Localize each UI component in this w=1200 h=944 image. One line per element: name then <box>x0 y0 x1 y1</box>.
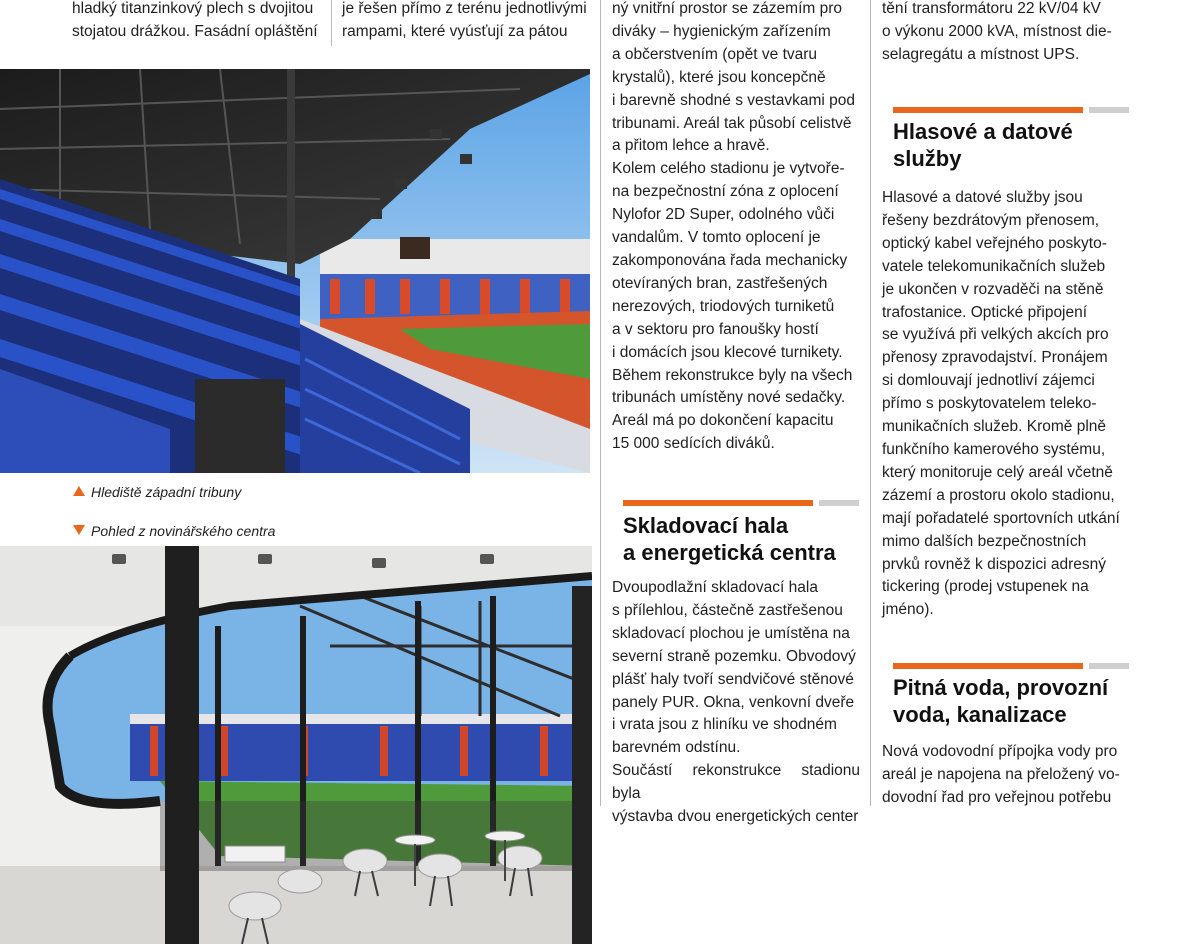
text-line: přenosy zpravodajství. Pronájem <box>882 349 1108 367</box>
col4-section2-text <box>882 741 1130 810</box>
rule-gray <box>1089 107 1129 113</box>
text-line: 15 000 sedících diváků. <box>612 435 775 453</box>
text-line: zázemí a prostoru okolo stadionu, <box>882 486 1115 504</box>
section-rule <box>893 107 1129 113</box>
text-line: si domlouvají jednotliví zájemci <box>882 372 1095 390</box>
text-line: tickering (prodej vstupenek na <box>882 578 1089 596</box>
section-heading-storage: Skladovací hala a energetická centra <box>623 513 836 565</box>
col3-section-text <box>612 577 860 829</box>
photo-caption-top: Hlediště západní tribuny <box>73 483 241 501</box>
column-divider <box>331 0 332 46</box>
section-heading-water: Pitná voda, provozní voda, kanalizace <box>893 675 1109 727</box>
column-divider <box>600 0 601 806</box>
text-line: o výkonu 2000 kVA, místnost die- <box>882 22 1112 40</box>
triangle-down-icon <box>73 525 85 535</box>
text-line: otevíraných bran, zastřešených <box>612 274 828 292</box>
rule-gray <box>819 500 859 506</box>
text-line: i barevně shodné s vestavkami pod <box>612 91 855 109</box>
text-line: prvků rovněž k dispozici adresný <box>882 555 1106 573</box>
col1-top-text <box>72 0 322 44</box>
text-line: mají pořadatelé sportovních utkání <box>882 509 1120 527</box>
text-line: mimo dalších bezpečnostních <box>882 532 1087 550</box>
text-line: hladký titanzinkový plech s dvojitou <box>72 0 314 17</box>
section-rule <box>623 500 859 506</box>
press-center-photo <box>0 546 592 944</box>
rule-accent <box>893 107 1083 113</box>
text-line: severní straně pozemku. Obvodový <box>612 647 856 665</box>
rule-gray <box>1089 663 1129 669</box>
text-line: Součástí rekonstrukce stadionu byla <box>612 762 860 803</box>
text-line: a přitom lehce a hravě. <box>612 137 770 155</box>
text-line: vandalům. V tomto oplocení je <box>612 229 821 247</box>
text-line: Hlasové a datové služby jsou <box>882 189 1083 206</box>
photo-caption-bottom: Pohled z novinářského centra <box>73 522 275 540</box>
section-heading-voice-data: Hlasové a datové služby <box>893 119 1073 171</box>
col4-section1-text <box>882 187 1130 622</box>
text-line: tění transformátoru 22 kV/04 kV <box>882 0 1101 17</box>
text-line: areál je napojena na přeložený vo- <box>882 765 1120 783</box>
text-line: i vrata jsou z hliníku ve shodném <box>612 716 837 734</box>
text-line: nerezových, triodových turniketů <box>612 297 835 315</box>
column-divider <box>870 0 871 806</box>
text-line: barevném odstínu. <box>612 739 741 757</box>
text-line: vatele telekomunikačních služeb <box>882 257 1106 275</box>
text-line: a občerstvením (opět ve tvaru <box>612 45 818 63</box>
text-line: ný vnitřní prostor se zázemím pro <box>612 0 842 17</box>
text-line: optický kabel veřejného poskyto- <box>882 234 1107 252</box>
col3-text <box>612 0 860 456</box>
text-line: funkčního kamerového systému, <box>882 440 1106 458</box>
text-line: Během rekonstrukce byly na všech <box>612 366 853 384</box>
text-line: tribunách umístěny nové sedačky. <box>612 389 846 407</box>
stadium-stands-photo <box>0 69 590 473</box>
col4-top-text <box>882 0 1130 67</box>
triangle-up-icon <box>73 486 85 496</box>
text-line: panely PUR. Okna, venkovní dveře <box>612 693 855 711</box>
rule-accent <box>623 500 813 506</box>
text-line: řešeny bezdrátovým přenosem, <box>882 211 1100 229</box>
text-line: stojatou drážkou. Fasádní opláštění <box>72 22 318 40</box>
text-line: jméno). <box>882 601 934 619</box>
text-line: rampami, které vyúsťují za pátou <box>342 22 568 40</box>
text-line: selagregátu a místnost UPS. <box>882 45 1080 63</box>
rule-accent <box>893 663 1083 669</box>
text-line: přímo s poskytovatelem teleko- <box>882 395 1097 413</box>
text-line: s přílehlou, částečně zastřešenou <box>612 601 843 619</box>
section-rule <box>893 663 1129 669</box>
text-line: tribunami. Areál tak působí celistvě <box>612 114 852 132</box>
text-line: Dvoupodlažní skladovací hala <box>612 579 818 596</box>
text-line: trafostanice. Optické připojení <box>882 303 1088 321</box>
text-line: který monitoruje celý areál včetně <box>882 463 1113 481</box>
text-line: Nová vodovodní přípojka vody pro <box>882 743 1118 760</box>
col2-top-text <box>342 0 590 44</box>
text-line: na bezpečnostní zóna z oplocení <box>612 183 839 201</box>
text-line: Kolem celého stadionu je vytvoře- <box>612 160 845 178</box>
text-line: Areál má po dokončení kapacitu <box>612 412 834 430</box>
text-line: krystalů), které jsou koncepčně <box>612 68 826 86</box>
text-line: plášť haly tvoří sendvičové stěnové <box>612 670 854 688</box>
text-line: munikačních služeb. Kromě plně <box>882 418 1107 436</box>
text-line: diváky – hygienickým zařízením <box>612 22 831 40</box>
text-line: i domácích jsou klecové turnikety. <box>612 343 843 361</box>
text-line: výstavba dvou energetických center <box>612 808 859 826</box>
text-line: dovodní řad pro veřejnou potřebu <box>882 788 1112 806</box>
text-line: skladovací plochou je umístěna na <box>612 624 850 642</box>
text-line: je ukončen v rozvaděči na stěně <box>882 280 1104 298</box>
text-line: se využívá při velkých akcích pro <box>882 326 1109 344</box>
text-line: Nylofor 2D Super, odolného vůči <box>612 206 835 224</box>
text-line: a v sektoru pro fanoušky hostí <box>612 320 819 338</box>
text-line: zakomponována řada mechanicky <box>612 251 848 269</box>
text-line: je řešen přímo z terénu jednotlivými <box>342 0 587 17</box>
